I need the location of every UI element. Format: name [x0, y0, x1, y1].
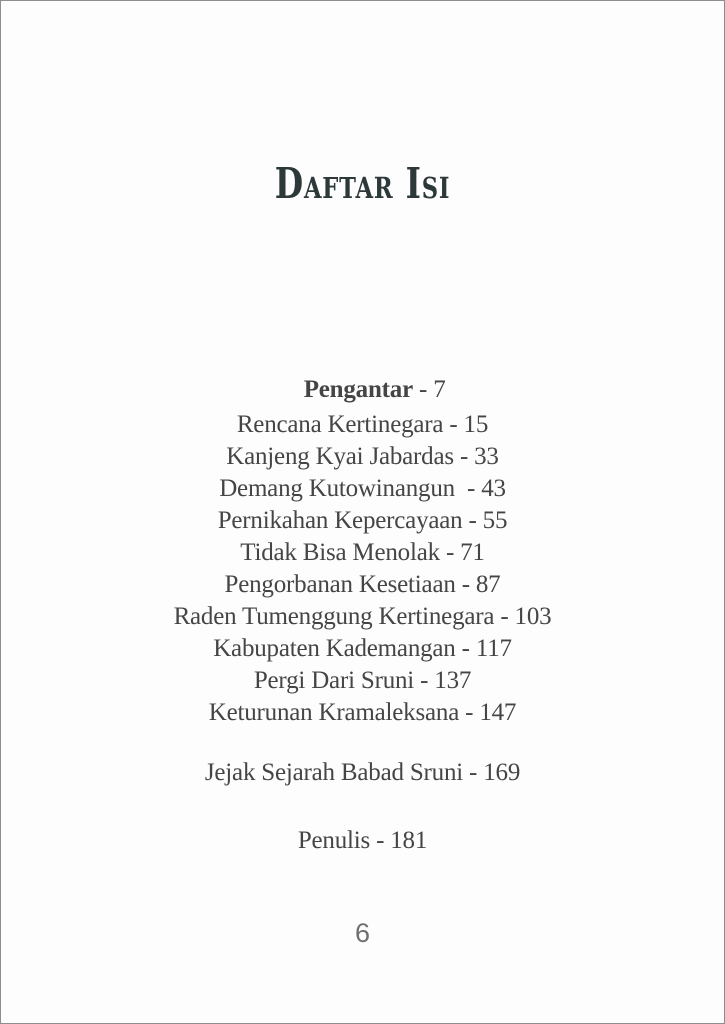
- toc-item: Keturunan Kramaleksana - 147: [208, 699, 517, 726]
- toc-item: Pernikahan Kepercayaan - 55: [217, 507, 508, 534]
- page-number: 6: [354, 918, 371, 948]
- penulis-entry: Penulis - 181: [297, 827, 428, 854]
- toc-item: Tidak Bisa Menolak - 71: [240, 539, 485, 566]
- toc-list: [1, 409, 724, 729]
- page-title: Daftar Isi: [274, 159, 451, 208]
- jejak-entry: Jejak Sejarah Babad Sruni - 169: [204, 759, 521, 786]
- toc-item: Rencana Kertinegara - 15: [236, 411, 489, 438]
- toc-item: Pengorbanan Kesetiaan - 87: [224, 571, 501, 598]
- toc-item: Pergi Dari Sruni - 137: [253, 667, 472, 694]
- pengantar-label: Pengantar: [303, 376, 413, 403]
- toc-item: Kanjeng Kyai Jabardas - 33: [226, 443, 499, 470]
- toc-item: Demang Kutowinangun - 43: [219, 475, 506, 502]
- toc-item: Raden Tumenggung Kertinegara - 103: [173, 603, 552, 630]
- pengantar-page: - 7: [412, 376, 446, 403]
- toc-item: Kabupaten Kademangan - 117: [213, 635, 512, 662]
